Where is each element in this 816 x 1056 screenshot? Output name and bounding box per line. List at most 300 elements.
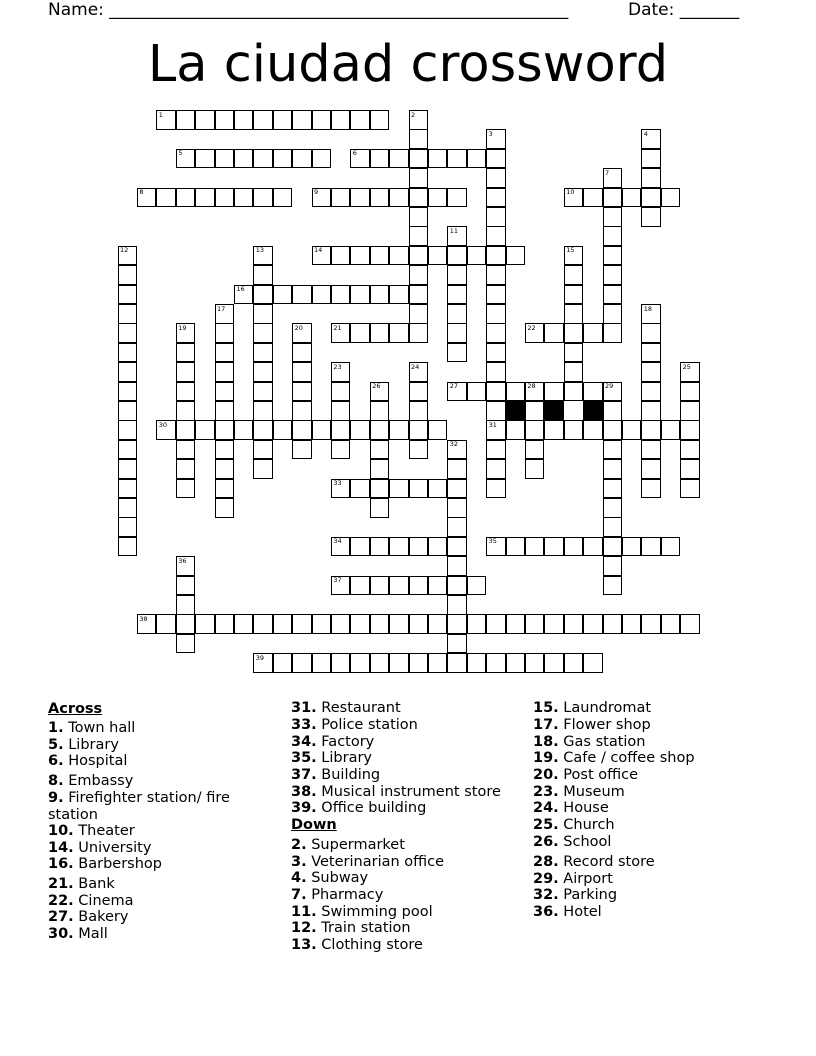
grid-cell[interactable] [292,149,312,169]
grid-cell[interactable] [118,285,138,305]
grid-cell[interactable] [486,226,506,246]
grid-cell[interactable] [603,323,623,343]
grid-cell[interactable] [428,576,448,596]
grid-cell[interactable] [409,401,429,421]
grid-cell[interactable] [486,304,506,324]
grid-cell[interactable] [350,576,370,596]
grid-cell[interactable] [215,382,235,402]
grid-cell[interactable] [486,265,506,285]
grid-cell[interactable] [273,188,293,208]
grid-cell[interactable] [525,382,545,402]
grid-cell[interactable] [486,149,506,169]
grid-cell[interactable] [641,420,661,440]
grid-cell[interactable] [215,440,235,460]
grid-cell[interactable] [273,285,293,305]
grid-cell[interactable] [486,479,506,499]
grid-cell[interactable] [312,149,332,169]
grid-cell[interactable] [525,440,545,460]
grid-cell[interactable] [118,459,138,479]
grid-cell[interactable] [370,188,390,208]
grid-cell[interactable] [215,188,235,208]
grid-cell[interactable] [389,285,409,305]
grid-cell[interactable] [564,304,584,324]
grid-cell[interactable] [350,653,370,673]
grid-cell[interactable] [641,323,661,343]
grid-cell[interactable] [273,653,293,673]
grid-cell[interactable] [273,149,293,169]
grid-cell[interactable] [409,246,429,266]
grid-cell[interactable] [176,595,196,615]
grid-cell[interactable] [622,614,642,634]
grid-cell[interactable] [409,304,429,324]
grid-cell[interactable] [176,556,196,576]
grid-cell[interactable] [409,382,429,402]
grid-cell[interactable] [234,188,254,208]
grid-cell[interactable] [215,401,235,421]
grid-cell[interactable] [409,537,429,557]
grid-cell[interactable] [409,207,429,227]
grid-cell[interactable] [641,537,661,557]
grid-cell[interactable] [273,110,293,130]
grid-cell[interactable] [389,246,409,266]
grid-cell[interactable] [215,362,235,382]
grid-cell[interactable] [544,653,564,673]
grid-cell[interactable] [486,537,506,557]
grid-cell[interactable] [331,285,351,305]
grid-cell[interactable] [661,537,681,557]
grid-cell[interactable] [118,323,138,343]
grid-cell[interactable] [350,323,370,343]
grid-cell[interactable] [118,517,138,537]
grid-cell[interactable] [118,382,138,402]
grid-cell[interactable] [447,634,467,654]
grid-cell[interactable] [506,614,526,634]
grid-cell[interactable] [680,459,700,479]
grid-cell[interactable] [680,401,700,421]
grid-cell[interactable] [215,110,235,130]
grid-cell[interactable] [564,246,584,266]
grid-cell[interactable] [195,614,215,634]
grid-cell[interactable] [176,382,196,402]
grid-cell[interactable] [312,653,332,673]
grid-cell[interactable] [253,401,273,421]
grid-cell[interactable] [564,362,584,382]
grid-cell[interactable] [603,459,623,479]
grid-cell[interactable] [641,149,661,169]
grid-cell[interactable] [409,420,429,440]
grid-cell[interactable] [176,440,196,460]
grid-cell[interactable] [409,265,429,285]
grid-cell[interactable] [467,576,487,596]
grid-cell[interactable] [447,304,467,324]
grid-cell[interactable] [641,304,661,324]
grid-cell[interactable] [486,362,506,382]
grid-cell[interactable] [370,323,390,343]
grid-cell[interactable] [447,265,467,285]
grid-cell[interactable] [331,576,351,596]
grid-cell[interactable] [389,614,409,634]
grid-cell[interactable] [641,614,661,634]
grid-cell[interactable] [428,149,448,169]
grid-cell[interactable] [409,576,429,596]
grid-cell[interactable] [486,401,506,421]
grid-cell[interactable] [641,362,661,382]
grid-cell[interactable] [253,653,273,673]
grid-cell[interactable] [195,420,215,440]
grid-cell[interactable] [544,420,564,440]
grid-cell[interactable] [292,323,312,343]
grid-cell[interactable] [603,420,623,440]
grid-cell[interactable] [253,110,273,130]
grid-cell[interactable] [603,382,623,402]
grid-cell[interactable] [603,246,623,266]
grid-cell[interactable] [428,420,448,440]
grid-cell[interactable] [312,420,332,440]
grid-cell[interactable] [661,420,681,440]
grid-cell[interactable] [370,576,390,596]
grid-cell[interactable] [641,129,661,149]
grid-cell[interactable] [253,265,273,285]
grid-cell[interactable] [253,246,273,266]
grid-cell[interactable] [350,110,370,130]
grid-cell[interactable] [234,110,254,130]
grid-cell[interactable] [641,401,661,421]
grid-cell[interactable] [176,110,196,130]
grid-cell[interactable] [603,285,623,305]
grid-cell[interactable] [350,285,370,305]
grid-cell[interactable] [564,537,584,557]
grid-cell[interactable] [331,323,351,343]
grid-cell[interactable] [195,110,215,130]
grid-cell[interactable] [525,537,545,557]
grid-cell[interactable] [350,614,370,634]
grid-cell[interactable] [137,614,157,634]
grid-cell[interactable] [409,149,429,169]
grid-cell[interactable] [525,323,545,343]
grid-cell[interactable] [641,459,661,479]
grid-cell[interactable] [544,382,564,402]
grid-cell[interactable] [603,479,623,499]
grid-cell[interactable] [292,382,312,402]
grid-cell[interactable] [370,479,390,499]
grid-cell[interactable] [389,188,409,208]
grid-cell[interactable] [447,595,467,615]
grid-cell[interactable] [156,614,176,634]
grid-cell[interactable] [176,614,196,634]
grid-cell[interactable] [447,498,467,518]
grid-cell[interactable] [370,401,390,421]
grid-cell[interactable] [467,149,487,169]
grid-cell[interactable] [370,246,390,266]
grid-cell[interactable] [603,401,623,421]
grid-cell[interactable] [641,440,661,460]
grid-cell[interactable] [447,285,467,305]
grid-cell[interactable] [176,459,196,479]
grid-cell[interactable] [118,343,138,363]
grid-cell[interactable] [680,420,700,440]
grid-cell[interactable] [331,188,351,208]
grid-cell[interactable] [234,149,254,169]
grid-cell[interactable] [641,382,661,402]
grid-cell[interactable] [253,614,273,634]
grid-cell[interactable] [118,304,138,324]
grid-cell[interactable] [176,634,196,654]
grid-cell[interactable] [447,188,467,208]
grid-cell[interactable] [680,382,700,402]
grid-cell[interactable] [603,537,623,557]
grid-cell[interactable] [603,207,623,227]
grid-cell[interactable] [641,343,661,363]
grid-cell[interactable] [409,653,429,673]
grid-cell[interactable] [428,188,448,208]
grid-cell[interactable] [583,323,603,343]
grid-cell[interactable] [447,440,467,460]
grid-cell[interactable] [603,168,623,188]
grid-cell[interactable] [176,362,196,382]
grid-cell[interactable] [486,168,506,188]
grid-cell[interactable] [118,537,138,557]
grid-cell[interactable] [331,653,351,673]
grid-cell[interactable] [253,323,273,343]
grid-cell[interactable] [292,343,312,363]
grid-cell[interactable] [564,653,584,673]
grid-cell[interactable] [603,304,623,324]
grid-cell[interactable] [312,246,332,266]
grid-cell[interactable] [176,576,196,596]
grid-cell[interactable] [118,362,138,382]
grid-cell[interactable] [506,653,526,673]
grid-cell[interactable] [564,614,584,634]
grid-cell[interactable] [253,420,273,440]
grid-cell[interactable] [447,556,467,576]
grid-cell[interactable] [467,382,487,402]
grid-cell[interactable] [215,459,235,479]
grid-cell[interactable] [564,343,584,363]
grid-cell[interactable] [447,517,467,537]
grid-cell[interactable] [370,440,390,460]
grid-cell[interactable] [350,420,370,440]
grid-cell[interactable] [253,188,273,208]
grid-cell[interactable] [486,343,506,363]
grid-cell[interactable] [603,614,623,634]
grid-cell[interactable] [583,653,603,673]
grid-cell[interactable] [486,129,506,149]
grid-cell[interactable] [331,440,351,460]
grid-cell[interactable] [409,479,429,499]
grid-cell[interactable] [486,440,506,460]
grid-cell[interactable] [603,517,623,537]
grid-cell[interactable] [195,188,215,208]
grid-cell[interactable] [409,129,429,149]
grid-cell[interactable] [331,382,351,402]
grid-cell[interactable] [409,168,429,188]
grid-cell[interactable] [389,576,409,596]
grid-cell[interactable] [312,285,332,305]
grid-cell[interactable] [467,614,487,634]
grid-cell[interactable] [292,362,312,382]
grid-cell[interactable] [176,149,196,169]
grid-cell[interactable] [583,420,603,440]
grid-cell[interactable] [370,285,390,305]
grid-cell[interactable] [370,537,390,557]
grid-cell[interactable] [506,246,526,266]
grid-cell[interactable] [680,614,700,634]
grid-cell[interactable] [447,323,467,343]
grid-cell[interactable] [428,653,448,673]
grid-cell[interactable] [506,382,526,402]
grid-cell[interactable] [409,188,429,208]
grid-cell[interactable] [447,459,467,479]
grid-cell[interactable] [680,362,700,382]
grid-cell[interactable] [273,420,293,440]
grid-cell[interactable] [447,576,467,596]
grid-cell[interactable] [292,420,312,440]
grid-cell[interactable] [118,420,138,440]
grid-cell[interactable] [253,459,273,479]
grid-cell[interactable] [544,323,564,343]
grid-cell[interactable] [409,110,429,130]
grid-cell[interactable] [350,246,370,266]
grid-cell[interactable] [564,323,584,343]
grid-cell[interactable] [622,188,642,208]
grid-cell[interactable] [525,401,545,421]
grid-cell[interactable] [118,479,138,499]
grid-cell[interactable] [506,420,526,440]
grid-cell[interactable] [525,614,545,634]
grid-cell[interactable] [603,265,623,285]
grid-cell[interactable] [370,459,390,479]
grid-cell[interactable] [234,420,254,440]
grid-cell[interactable] [176,188,196,208]
grid-cell[interactable] [156,110,176,130]
grid-cell[interactable] [467,246,487,266]
grid-cell[interactable] [137,188,157,208]
grid-cell[interactable] [253,362,273,382]
grid-cell[interactable] [292,110,312,130]
grid-cell[interactable] [564,285,584,305]
grid-cell[interactable] [661,188,681,208]
grid-cell[interactable] [176,343,196,363]
grid-cell[interactable] [661,614,681,634]
grid-cell[interactable] [447,382,467,402]
grid-cell[interactable] [525,459,545,479]
grid-cell[interactable] [215,479,235,499]
grid-cell[interactable] [156,188,176,208]
grid-cell[interactable] [215,149,235,169]
grid-cell[interactable] [486,420,506,440]
grid-cell[interactable] [428,246,448,266]
grid-cell[interactable] [486,382,506,402]
grid-cell[interactable] [234,614,254,634]
grid-cell[interactable] [331,110,351,130]
grid-cell[interactable] [176,323,196,343]
grid-cell[interactable] [603,440,623,460]
grid-cell[interactable] [312,614,332,634]
grid-cell[interactable] [486,323,506,343]
grid-cell[interactable] [273,614,293,634]
grid-cell[interactable] [118,246,138,266]
grid-cell[interactable] [583,382,603,402]
grid-cell[interactable] [215,304,235,324]
grid-cell[interactable] [603,226,623,246]
grid-cell[interactable] [156,420,176,440]
grid-cell[interactable] [525,420,545,440]
grid-cell[interactable] [603,188,623,208]
grid-cell[interactable] [389,323,409,343]
grid-cell[interactable] [195,149,215,169]
grid-cell[interactable] [603,556,623,576]
grid-cell[interactable] [603,576,623,596]
grid-cell[interactable] [486,246,506,266]
grid-cell[interactable] [409,440,429,460]
grid-cell[interactable] [447,343,467,363]
grid-cell[interactable] [176,420,196,440]
grid-cell[interactable] [370,420,390,440]
grid-cell[interactable] [583,614,603,634]
grid-cell[interactable] [486,459,506,479]
grid-cell[interactable] [467,653,487,673]
grid-cell[interactable] [486,614,506,634]
grid-cell[interactable] [428,537,448,557]
grid-cell[interactable] [680,479,700,499]
grid-cell[interactable] [292,653,312,673]
grid-cell[interactable] [176,479,196,499]
grid-cell[interactable] [409,323,429,343]
grid-cell[interactable] [350,479,370,499]
grid-cell[interactable] [544,537,564,557]
grid-cell[interactable] [409,614,429,634]
grid-cell[interactable] [564,265,584,285]
grid-cell[interactable] [370,149,390,169]
grid-cell[interactable] [253,149,273,169]
grid-cell[interactable] [331,614,351,634]
grid-cell[interactable] [680,440,700,460]
grid-cell[interactable] [486,207,506,227]
grid-cell[interactable] [409,362,429,382]
grid-cell[interactable] [544,614,564,634]
grid-cell[interactable] [525,653,545,673]
grid-cell[interactable] [253,440,273,460]
grid-cell[interactable] [486,653,506,673]
grid-cell[interactable] [603,498,623,518]
grid-cell[interactable] [389,149,409,169]
grid-cell[interactable] [350,149,370,169]
grid-cell[interactable] [447,653,467,673]
grid-cell[interactable] [564,188,584,208]
grid-cell[interactable] [389,537,409,557]
grid-cell[interactable] [447,246,467,266]
grid-cell[interactable] [486,285,506,305]
grid-cell[interactable] [370,498,390,518]
grid-cell[interactable] [350,188,370,208]
grid-cell[interactable] [118,401,138,421]
grid-cell[interactable] [292,401,312,421]
grid-cell[interactable] [389,420,409,440]
grid-cell[interactable] [331,246,351,266]
grid-cell[interactable] [312,110,332,130]
grid-cell[interactable] [292,285,312,305]
grid-cell[interactable] [641,168,661,188]
grid-cell[interactable] [641,479,661,499]
grid-cell[interactable] [506,537,526,557]
grid-cell[interactable] [370,614,390,634]
grid-cell[interactable] [486,188,506,208]
grid-cell[interactable] [292,614,312,634]
grid-cell[interactable] [447,226,467,246]
grid-cell[interactable] [215,614,235,634]
grid-cell[interactable] [253,382,273,402]
grid-cell[interactable] [331,537,351,557]
